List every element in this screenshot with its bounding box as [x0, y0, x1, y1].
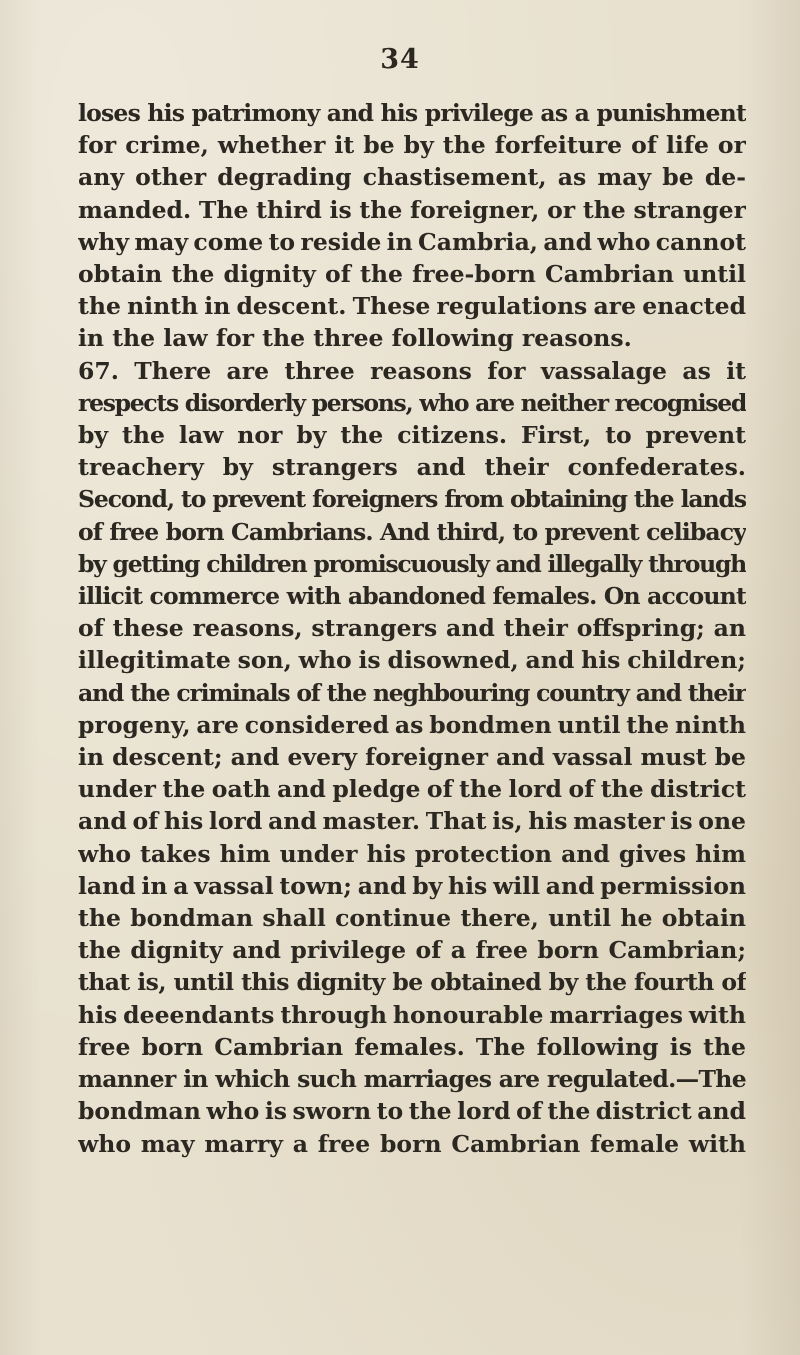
text-line: free born Cambrian females. The following is the — [78, 1032, 746, 1061]
text-line: of these reasons, strangers and their offspring; an — [78, 614, 746, 643]
text-line: obtain the dignity of the free-born Cambrian until — [78, 260, 746, 289]
text-line: illicit commerce with abandoned females. On account — [78, 582, 746, 611]
text-line: manded. The third is the foreigner, or the stranger — [78, 195, 746, 224]
text-line: bondman who is sworn to the lord of the district and — [78, 1097, 746, 1126]
text-line: for crime, whether it be by the forfeiture of life or — [78, 131, 746, 160]
text-line: who takes him under his protection and gives him — [78, 839, 746, 868]
text-line: the ninth in descent. These regulations are enacted — [78, 292, 746, 321]
text-line: the dignity and privilege of a free born Cambrian; — [78, 936, 746, 965]
page-number: 34 — [380, 44, 420, 75]
text-line: respects disorderly persons, who are neither recognised — [78, 388, 746, 417]
text-line: by getting children promiscuously and illegally through — [78, 549, 746, 578]
text-line: his deeendants through honourable marriages with — [78, 1000, 746, 1029]
text-line: land in a vassal town; and by his will and permission — [78, 871, 746, 900]
text-line: Second, to prevent foreigners from obtaining the lands — [78, 485, 746, 514]
text-line: illegitimate son, who is disowned, and his children; — [78, 646, 746, 675]
text-line: loses his patrimony and his privilege as a punishment — [78, 99, 746, 127]
text-line: who may marry a free born Cambrian female with — [78, 1129, 746, 1158]
text-line: in the law for the three following reasons. — [78, 324, 632, 353]
text-line: and the criminals of the neghbouring country and their — [78, 678, 746, 707]
text-line: why may come to reside in Cambria, and who cannot — [78, 227, 746, 256]
text-line: any other degrading chastisement, as may be de- — [78, 163, 746, 192]
text-line: by the law nor by the citizens. First, to prevent — [78, 421, 746, 450]
text-line: the bondman shall continue there, until he obtain — [78, 904, 746, 933]
text-line: progeny, are considered as bondmen until the ninth — [78, 710, 746, 739]
text-line: treachery by strangers and their confederates. — [78, 453, 746, 482]
text-line: under the oath and pledge of the lord of the district — [78, 775, 746, 804]
text-line: in descent; and every foreigner and vassal must be — [78, 743, 746, 772]
text-line: of free born Cambrians. And third, to prevent celibacy — [78, 517, 746, 546]
text-line: manner in which such marriages are regulated.—The — [78, 1065, 746, 1094]
text-line: 67. There are three reasons for vassalage as it — [78, 356, 746, 385]
text-line: that is, until this dignity be obtained by the fourth of — [78, 968, 746, 997]
body-text — [78, 97, 746, 1160]
text-line: and of his lord and master. That is, his master is one — [78, 807, 746, 836]
